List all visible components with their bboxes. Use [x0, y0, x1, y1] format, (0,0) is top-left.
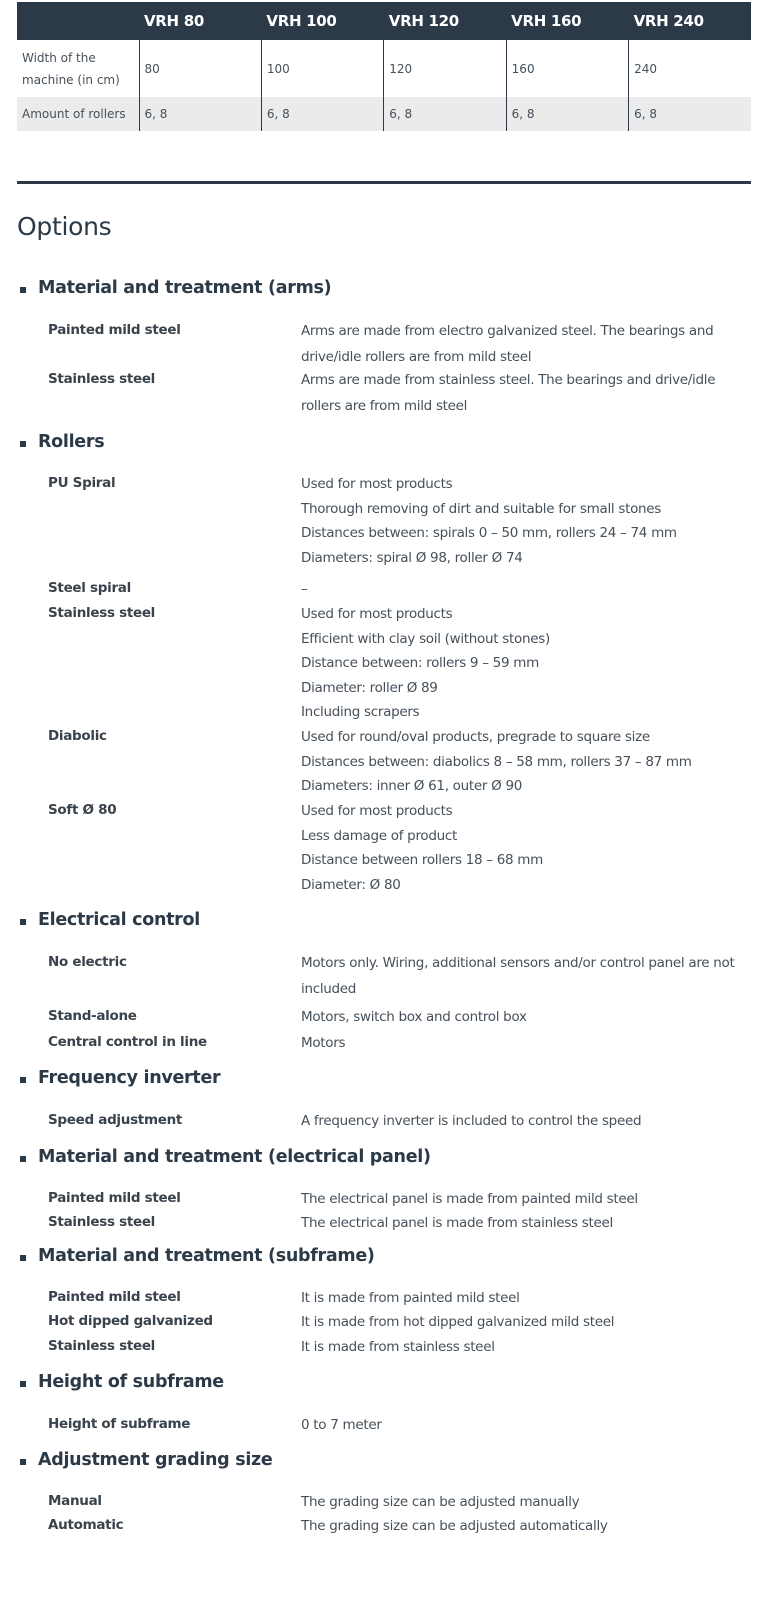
- option-label: Stainless steel: [48, 1338, 156, 1354]
- option-value: The grading size can be adjusted manually: [301, 1494, 580, 1510]
- options-title: Options: [17, 212, 112, 241]
- option-item: [0, 1187, 773, 1212]
- option-values: [301, 1335, 751, 1360]
- option-value: Used for most products: [301, 476, 453, 492]
- option-values: [301, 1310, 751, 1335]
- section-header: [0, 1246, 773, 1272]
- section-title: Frequency inverter: [38, 1068, 221, 1088]
- section-header: [0, 1068, 773, 1094]
- section-title: Adjustment grading size: [38, 1450, 273, 1470]
- section-title: Material and treatment (arms): [38, 278, 332, 298]
- option-item: [0, 602, 773, 725]
- options-section: [0, 432, 773, 893]
- option-item: [0, 1030, 773, 1056]
- option-label: Stainless steel: [48, 1214, 156, 1230]
- option-item: [0, 1335, 773, 1360]
- option-item: [0, 1490, 773, 1515]
- square-bullet-icon: [20, 1381, 26, 1387]
- option-value: Including scrapers: [301, 704, 420, 721]
- option-value: Distance between: rollers 9 – 59 mm: [301, 655, 539, 672]
- header-cell-vrh-240: VRH 240: [629, 2, 751, 40]
- square-bullet-icon: [20, 287, 26, 293]
- options-section: [0, 1450, 773, 1534]
- option-value: Distances between: diabolics 8 – 58 mm, rollers 37 – 87 mm: [301, 753, 692, 770]
- header-cell-vrh-160: VRH 160: [506, 2, 628, 40]
- section-header: [0, 910, 773, 936]
- option-item: [0, 1004, 773, 1030]
- option-value: Distance between rollers 18 – 68 mm: [301, 852, 543, 869]
- option-value: –: [301, 581, 308, 597]
- option-label: Diabolic: [48, 728, 107, 744]
- section-header: [0, 1372, 773, 1398]
- square-bullet-icon: [20, 1156, 26, 1162]
- square-bullet-icon: [20, 919, 26, 925]
- option-values: [301, 577, 751, 602]
- table-row: [17, 97, 751, 131]
- option-value: Diameters: spiral Ø 98, roller Ø 74: [301, 549, 523, 566]
- option-value: Efficient with clay soil (without stones): [301, 630, 550, 647]
- option-values: [301, 1514, 751, 1539]
- option-value: The electrical panel is made from stainless steel: [301, 1215, 613, 1231]
- table-cell: 6, 8: [139, 97, 261, 131]
- table-cell: 6, 8: [629, 97, 751, 131]
- section-header: [0, 1147, 773, 1173]
- option-label: Manual: [48, 1493, 102, 1509]
- section-divider: [17, 181, 751, 184]
- option-value: Thorough removing of dirt and suitable for small stones: [301, 500, 662, 517]
- option-values: [301, 367, 751, 419]
- table-row: [17, 40, 751, 97]
- option-value: 0 to 7 meter: [301, 1417, 382, 1433]
- option-value: The electrical panel is made from painted mild steel: [301, 1191, 638, 1207]
- option-values: [301, 950, 751, 1002]
- spec-table: [17, 2, 751, 131]
- spec-table-header: [17, 2, 751, 40]
- option-value: It is made from hot dipped galvanized mild steel: [301, 1314, 615, 1330]
- square-bullet-icon: [20, 1077, 26, 1083]
- option-value: It is made from painted mild steel: [301, 1290, 520, 1306]
- option-label: Automatic: [48, 1517, 124, 1533]
- table-cell: 6, 8: [384, 97, 506, 131]
- option-values: [301, 1030, 751, 1056]
- option-value: Motors only. Wiring, additional sensors and/or control panel are not included: [301, 955, 735, 997]
- option-value: Diameters: inner Ø 61, outer Ø 90: [301, 778, 523, 795]
- option-value: Less damage of product: [301, 827, 458, 844]
- option-value: Motors: [301, 1035, 346, 1051]
- option-values: [301, 1286, 751, 1311]
- option-value: It is made from stainless steel: [301, 1339, 495, 1355]
- header-cell-vrh-120: VRH 120: [384, 2, 506, 40]
- option-value: Distances between: spirals 0 – 50 mm, rollers 24 – 74 mm: [301, 525, 677, 542]
- option-item: [0, 472, 773, 570]
- options-section: [0, 1372, 773, 1433]
- option-item: [0, 799, 773, 897]
- option-values: [301, 725, 751, 799]
- option-item: [0, 725, 773, 799]
- option-item: [0, 1412, 773, 1438]
- option-value: Used for most products: [301, 606, 453, 622]
- option-values: [301, 1108, 751, 1134]
- option-item: [0, 318, 773, 370]
- table-cell: 6, 8: [506, 97, 628, 131]
- option-item: [0, 1310, 773, 1335]
- option-label: Steel spiral: [48, 580, 131, 596]
- option-label: Central control in line: [48, 1034, 207, 1050]
- option-item: [0, 1108, 773, 1134]
- option-item: [0, 577, 773, 602]
- table-cell: 240: [629, 40, 751, 97]
- options-section: [0, 1068, 773, 1129]
- option-label: Stand-alone: [48, 1008, 137, 1024]
- section-title: Material and treatment (subframe): [38, 1246, 375, 1266]
- table-cell: 100: [261, 40, 383, 97]
- option-values: [301, 1004, 751, 1030]
- option-item: [0, 367, 773, 419]
- header-cell-vrh-80: VRH 80: [139, 2, 261, 40]
- section-title: Height of subframe: [38, 1372, 224, 1392]
- square-bullet-icon: [20, 1255, 26, 1261]
- option-item: [0, 1286, 773, 1311]
- header-cell-vrh-100: VRH 100: [261, 2, 383, 40]
- option-label: Painted mild steel: [48, 322, 181, 338]
- option-label: No electric: [48, 954, 127, 970]
- option-values: [301, 1490, 751, 1515]
- section-header: [0, 1450, 773, 1476]
- option-values: [301, 602, 751, 725]
- option-label: Speed adjustment: [48, 1112, 183, 1128]
- option-values: [301, 472, 751, 570]
- option-value: Diameter: roller Ø 89: [301, 679, 438, 696]
- option-values: [301, 799, 751, 897]
- options-section: [0, 1246, 773, 1355]
- option-label: Hot dipped galvanized: [48, 1313, 213, 1329]
- option-values: [301, 1412, 751, 1438]
- row-label: Amount of rollers: [17, 97, 139, 131]
- option-values: [301, 1187, 751, 1212]
- table-cell: 120: [384, 40, 506, 97]
- section-title: Material and treatment (electrical panel): [38, 1147, 431, 1167]
- option-item: [0, 950, 773, 1002]
- option-value: Diameter: Ø 80: [301, 876, 401, 893]
- table-cell: 160: [506, 40, 628, 97]
- option-values: [301, 1211, 751, 1236]
- section-header: [0, 278, 773, 304]
- table-cell: 80: [139, 40, 261, 97]
- option-label: Stainless steel: [48, 371, 156, 387]
- section-header: [0, 432, 773, 458]
- option-label: Painted mild steel: [48, 1289, 181, 1305]
- option-values: [301, 318, 751, 370]
- option-label: Height of subframe: [48, 1416, 191, 1432]
- option-value: Arms are made from stainless steel. The bearings and drive/idle rollers are from mild steel: [301, 372, 716, 414]
- section-title: Electrical control: [38, 910, 200, 930]
- option-item: [0, 1514, 773, 1539]
- option-label: Painted mild steel: [48, 1190, 181, 1206]
- option-value: Arms are made from electro galvanized steel. The bearings and drive/idle rollers are from mild steel: [301, 323, 714, 365]
- option-value: Used for round/oval products, pregrade to square size: [301, 729, 650, 745]
- option-label: PU Spiral: [48, 475, 116, 491]
- square-bullet-icon: [20, 441, 26, 447]
- table-cell: 6, 8: [261, 97, 383, 131]
- options-section: [0, 1147, 773, 1231]
- option-value: Motors, switch box and control box: [301, 1009, 527, 1025]
- row-label: Width of the machine (in cm): [17, 40, 139, 97]
- option-item: [0, 1211, 773, 1236]
- option-value: A frequency inverter is included to control the speed: [301, 1113, 642, 1129]
- options-section: [0, 910, 773, 1051]
- option-label: Stainless steel: [48, 605, 156, 621]
- section-title: Rollers: [38, 432, 105, 452]
- header-cell-empty: [17, 2, 139, 40]
- option-label: Soft Ø 80: [48, 802, 117, 818]
- options-section: [0, 278, 773, 414]
- square-bullet-icon: [20, 1459, 26, 1465]
- option-value: Used for most products: [301, 803, 453, 819]
- option-value: The grading size can be adjusted automatically: [301, 1518, 608, 1534]
